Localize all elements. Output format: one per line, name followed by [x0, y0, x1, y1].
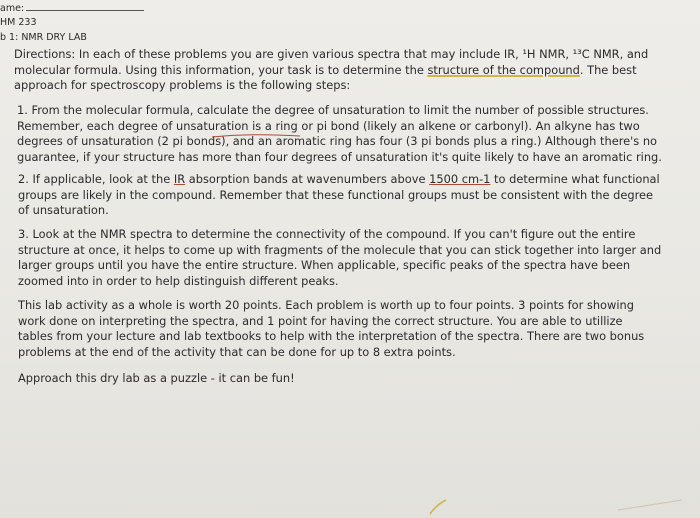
step-2-text: 2. If applicable, look at the: [18, 172, 174, 186]
step-2-text: to determine what functional: [490, 172, 660, 186]
step-1-line: guarantee, if your structure has more than four degrees of unsaturation it's quite likely to have an aromatic ring.: [17, 149, 662, 164]
step-3-line: 3. Look at the NMR spectra to determine the connectivity of the compound. If you can't figure out the entire: [18, 227, 636, 241]
course-code: HM 233: [0, 17, 37, 28]
ir-underline: IR: [173, 172, 186, 186]
pencil-underline-mark: [212, 135, 300, 137]
grading-line: This lab activity as a whole is worth 20 points. Each problem is worth up to four points. 3 points for showing: [18, 298, 634, 312]
step-1-line: Remember, each degree of unsaturation is a ring or pi bond (likely an alkene or carbonyl). An alkyne has two: [17, 118, 640, 133]
step-3-line: structure at once, it helps to come up with fragments of the molecule that you can stick together into larger and: [18, 242, 662, 257]
step-3-line: larger groups until you have the entire structure. When applicable, specific peaks of the spectra have been: [18, 258, 631, 273]
step-1-line: degrees of unsaturation (2 pi bonds), and an aromatic ring has four (3 pi bonds plus a ring.) Although there's no: [17, 134, 658, 149]
lab-title: b 1: NMR DRY LAB: [0, 32, 87, 43]
step-2-line: of unsaturation.: [18, 203, 109, 218]
structure-of-compound-highlight: structure of the compound: [427, 62, 580, 77]
step-3-line: zoomed into in order to help distinguish different peaks.: [18, 273, 339, 288]
pencil-stroke-mark: [618, 500, 682, 510]
grading-line: work done on interpreting the spectra, and 1 point for having the correct structure. You are able to utillize: [18, 313, 623, 328]
pencil-stroke-mark: [430, 500, 446, 514]
directions-line: Directions: In each of these problems you are given various spectra that may include IR, ¹H NMR, ¹³C NMR, and: [14, 47, 649, 61]
grading-line: tables from your lecture and lab textbooks to help with the interpretation of the spectra. There are two bonus: [18, 329, 645, 344]
directions-line: approach for spectroscopy problems is the following steps:: [14, 78, 351, 93]
grading-line: problems at the end of the activity that can be done for up to 8 extra points.: [18, 344, 456, 359]
step-1-line: 1. From the molecular formula, calculate the degree of unsaturation to limit the number of possible structures.: [17, 103, 649, 117]
name-label: ame:: [0, 3, 25, 14]
directions-text: . The best: [579, 62, 637, 77]
step-2-line: groups are likely in the compound. Remember that these functional groups must be consistent with the degree: [18, 187, 654, 202]
wavenumber-underline: 1500 cm-1: [429, 172, 491, 186]
approach-sentence: Approach this dry lab as a puzzle - it can be fun!: [18, 371, 295, 385]
step-2-text: absorption bands at wavenumbers above: [185, 172, 430, 186]
directions-text: molecular formula. Using this information, your task is to determine the: [14, 62, 428, 77]
